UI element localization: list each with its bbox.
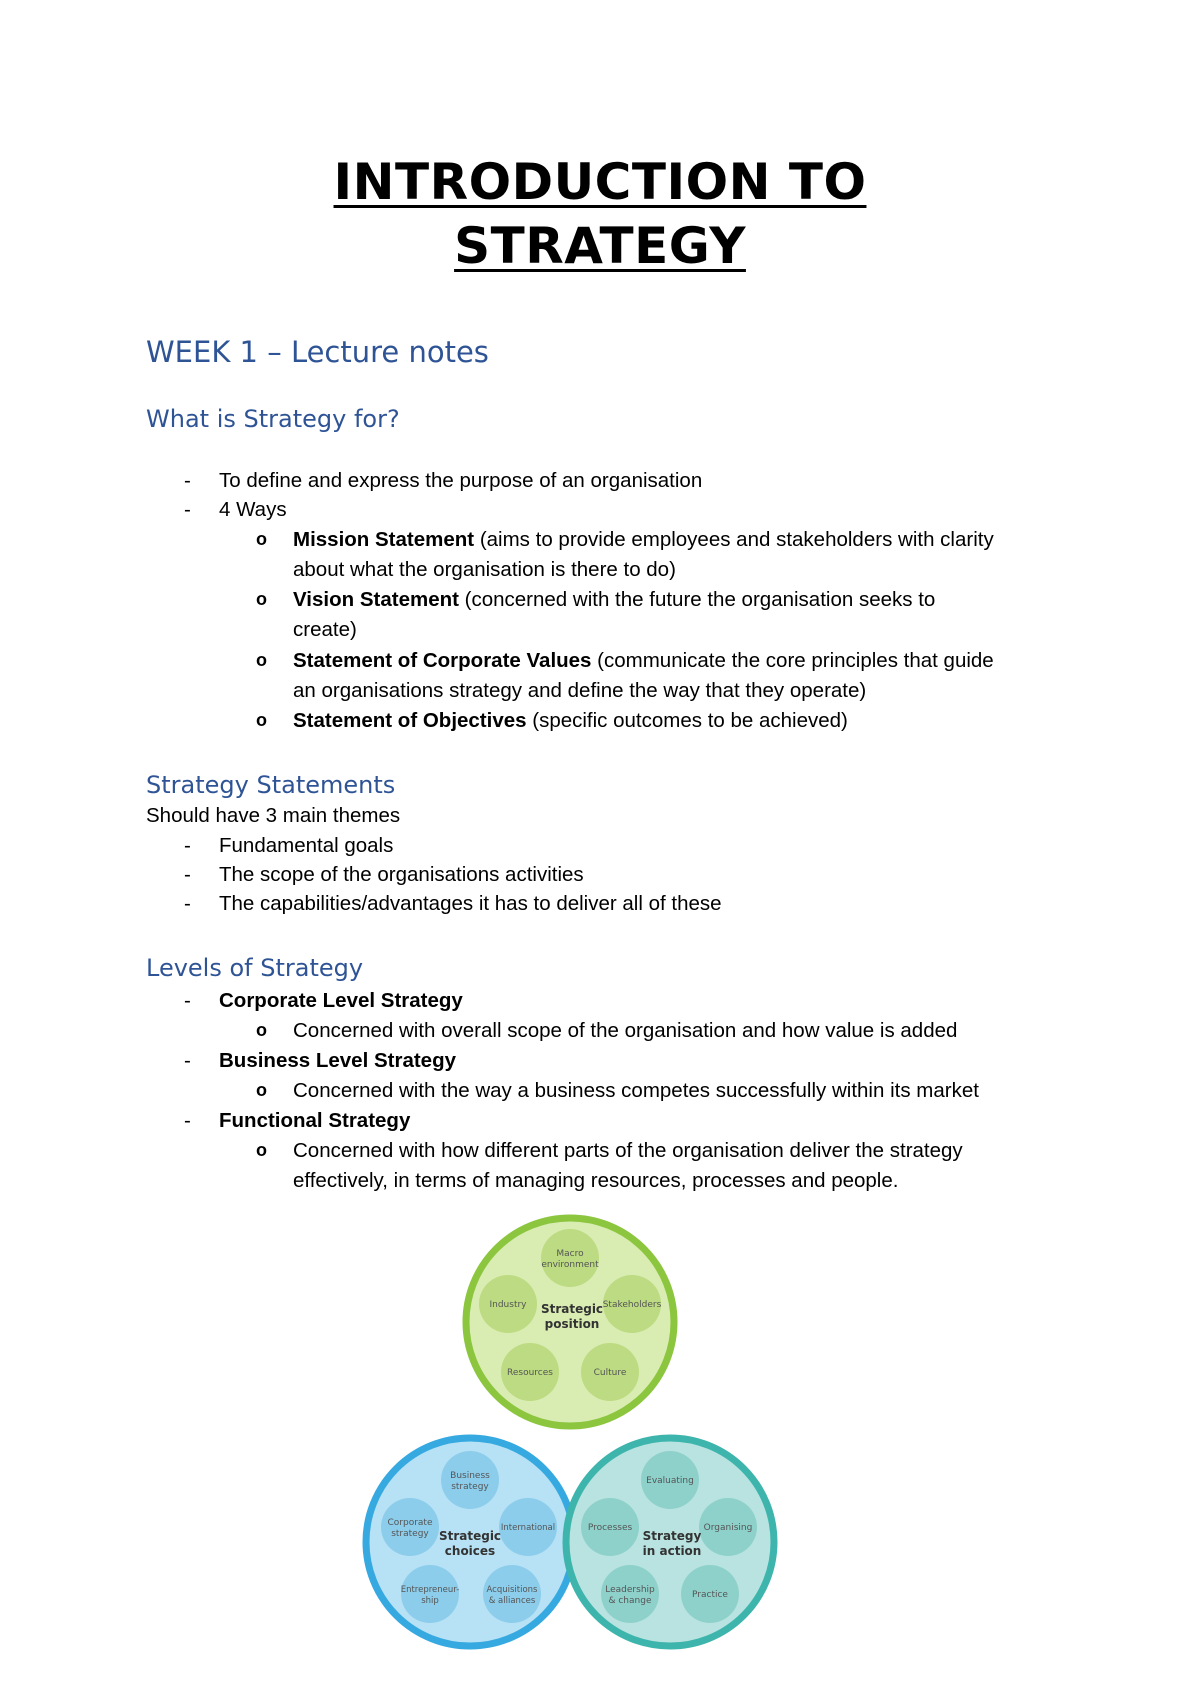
dash-bullet: -: [184, 892, 191, 915]
sub-list-item: [293, 646, 994, 675]
section-heading-levels: Levels of Strategy: [146, 954, 364, 982]
sub-list-item: [293, 585, 935, 614]
circle-bullet: o: [256, 1140, 267, 1160]
list-item: To define and express the purpose of an organisation: [219, 469, 703, 492]
level-description-continuation: effectively, in terms of managing resources, processes and people.: [293, 1169, 899, 1192]
circle-bullet: o: [256, 589, 267, 609]
entrepreneurship-label-2: ship: [421, 1596, 439, 1606]
circle-bullet: o: [256, 650, 267, 670]
industry-label: Industry: [489, 1300, 527, 1310]
week-heading: WEEK 1 – Lecture notes: [146, 335, 489, 369]
corporate-strategy-label-2: strategy: [391, 1529, 429, 1539]
stakeholders-label: Stakeholders: [602, 1300, 662, 1310]
sub-list-item-continuation: about what the organisation is there to do): [293, 558, 676, 581]
dash-bullet: -: [184, 834, 191, 857]
term-description: (communicate the core principles that guide: [591, 649, 994, 672]
circle-bullet: o: [256, 1080, 267, 1100]
dash-bullet: -: [184, 1049, 191, 1072]
practice-label: Practice: [692, 1590, 728, 1600]
processes-label: Processes: [587, 1523, 633, 1533]
list-item: The scope of the organisations activities: [219, 863, 584, 886]
section-heading-statements: Strategy Statements: [146, 771, 396, 799]
macro-environment-label-1: Macro: [556, 1249, 584, 1259]
strategy-in-action-circle: [566, 1438, 774, 1646]
entrepreneurship-label-1: Entrepreneur-: [400, 1585, 460, 1595]
level-description: Concerned with the way a business competes successfully within its market: [293, 1079, 979, 1102]
level-description: Concerned with how different parts of the organisation deliver the strategy: [293, 1139, 963, 1162]
term: Statement of Objectives: [293, 709, 527, 732]
culture-label: Culture: [593, 1368, 627, 1378]
strategy-in-action-title-1: Strategy: [642, 1529, 702, 1543]
term: Vision Statement: [293, 588, 459, 611]
acquisitions-label-1: Acquisitions: [486, 1585, 538, 1595]
term-description: (aims to provide employees and stakeholders with clarity: [474, 528, 994, 551]
strategic-position-circle: [466, 1218, 674, 1426]
dash-bullet: -: [184, 863, 191, 886]
level-name: Corporate Level Strategy: [219, 989, 463, 1012]
acquisitions-label-2: & alliances: [488, 1596, 536, 1606]
level-name: Business Level Strategy: [219, 1049, 456, 1072]
dash-bullet: -: [184, 989, 191, 1012]
document-title-line-2: STRATEGY: [454, 217, 746, 275]
international-label: International: [500, 1523, 556, 1533]
business-strategy-label-2: strategy: [451, 1482, 489, 1492]
sub-list-item: [293, 525, 994, 554]
list-item: Fundamental goals: [219, 834, 394, 857]
term-description: (specific outcomes to be achieved): [526, 709, 848, 732]
circle-bullet: o: [256, 710, 267, 730]
organising-label: Organising: [703, 1523, 753, 1533]
macro-environment-label-2: environment: [541, 1260, 599, 1270]
dash-bullet: -: [184, 1109, 191, 1132]
leadership-label-2: & change: [608, 1596, 652, 1606]
document-title-line-1: INTRODUCTION TO: [333, 153, 867, 211]
strategic-choices-circle: [366, 1438, 574, 1646]
circle-bullet: o: [256, 1020, 267, 1040]
strategic-choices-title-2: choices: [444, 1544, 496, 1558]
strategy-in-action-title-2: in action: [642, 1544, 702, 1558]
term: Statement of Corporate Values: [293, 649, 592, 672]
strategic-position-title-1: Strategic: [540, 1302, 604, 1316]
list-item: The capabilities/advantages it has to deliver all of these: [219, 892, 722, 915]
circle-bullet: o: [256, 529, 267, 549]
dash-bullet: -: [184, 498, 191, 521]
leadership-label-1: Leadership: [605, 1585, 655, 1595]
business-strategy-label-1: Business: [450, 1471, 490, 1481]
strategic-choices-title-1: Strategic: [438, 1529, 502, 1543]
section-intro: Should have 3 main themes: [146, 804, 401, 827]
section-heading-purpose: What is Strategy for?: [146, 405, 400, 433]
dash-bullet: -: [184, 469, 191, 492]
list-item: 4 Ways: [219, 498, 287, 521]
corporate-strategy-label-1: Corporate: [387, 1518, 433, 1528]
sub-list-item-continuation: an organisations strategy and define the way that they operate): [293, 679, 867, 702]
strategy-circles-diagram: [360, 1212, 780, 1656]
strategic-position-title-2: position: [544, 1317, 600, 1331]
resources-label: Resources: [507, 1368, 553, 1378]
evaluating-label: Evaluating: [646, 1476, 694, 1486]
term: Mission Statement: [293, 528, 475, 551]
sub-list-item: [293, 706, 848, 735]
sub-list-item-continuation: create): [293, 618, 357, 641]
term-description: (concerned with the future the organisation seeks to: [458, 588, 936, 611]
level-description: Concerned with overall scope of the organisation and how value is added: [293, 1019, 958, 1042]
level-name: Functional Strategy: [219, 1109, 411, 1132]
